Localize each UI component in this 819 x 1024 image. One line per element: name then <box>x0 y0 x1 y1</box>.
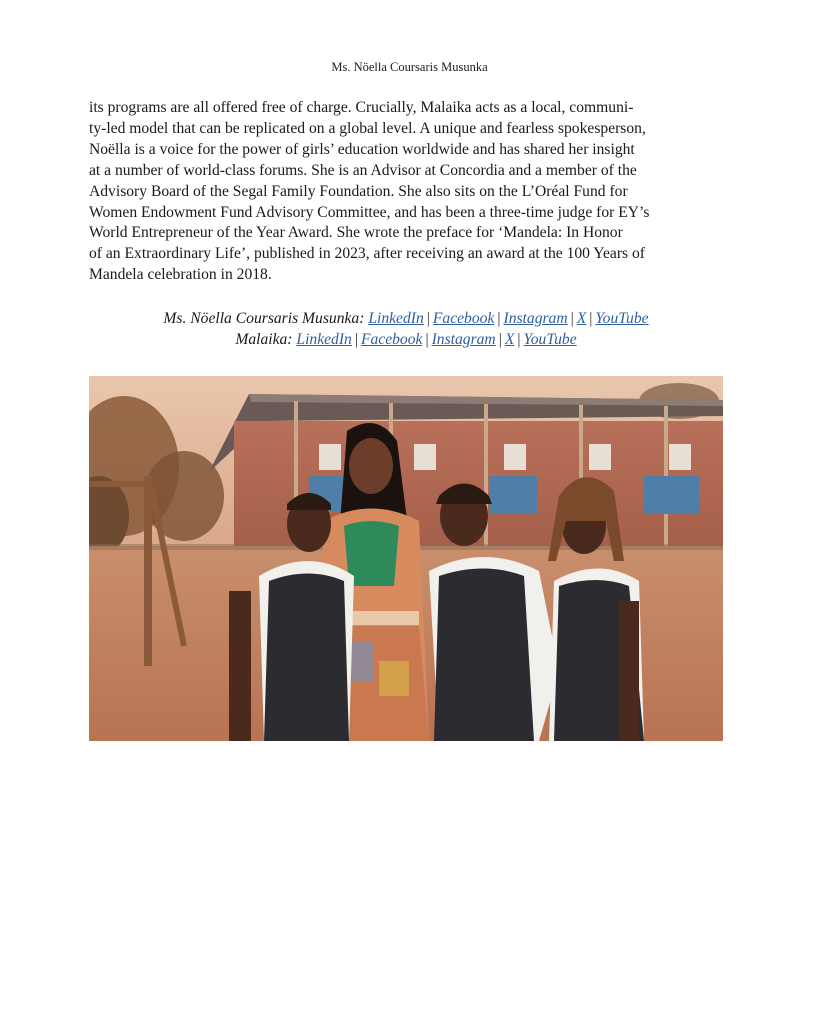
org-youtube-link[interactable]: YouTube <box>523 331 577 348</box>
social-links <box>89 308 723 350</box>
body-line: Mandela celebration in 2018. <box>89 266 272 284</box>
link-separator: | <box>426 310 430 327</box>
org-x-link[interactable]: X <box>504 331 515 348</box>
body-line: of an Extraordinary Life’, published in 2023, after receiving an award at the 100 Years of <box>89 245 645 263</box>
link-separator: | <box>497 310 501 327</box>
body-line: Advisory Board of the Segal Family Foundation. She also sits on the L’Oréal Fund for <box>89 182 628 200</box>
group-photo-illustration <box>89 376 723 741</box>
body-line: at a number of world-class forums. She is an Advisor at Concordia and a member of the <box>89 161 637 179</box>
running-header: Ms. Nöella Coursaris Musunka <box>331 60 488 74</box>
person-links-row <box>89 308 723 329</box>
person-links-label: Ms. Nöella Coursaris Musunka: <box>163 310 365 327</box>
link-separator: | <box>425 331 429 348</box>
body-paragraph <box>89 98 729 286</box>
body-line: Women Endowment Fund Advisory Committee, and has been a three-time judge for EY’s <box>89 203 650 221</box>
org-instagram-link[interactable]: Instagram <box>431 331 496 348</box>
person-facebook-link[interactable]: Facebook <box>432 310 495 327</box>
body-line: its programs are all offered free of charge. Crucially, Malaika acts as a local, communi- <box>89 99 634 116</box>
body-line: World Entrepreneur of the Year Award. She wrote the preface for ‘Mandela: In Honor <box>89 224 623 242</box>
body-line: Noëlla is a voice for the power of girls’ education worldwide and has shared her insight <box>89 140 635 158</box>
body-line: ty-led model that can be replicated on a global level. A unique and fearless spokesperson, <box>89 119 646 137</box>
link-separator: | <box>570 310 574 327</box>
org-linkedin-link[interactable]: LinkedIn <box>296 331 352 348</box>
link-separator: | <box>589 310 593 327</box>
group-photo <box>89 376 723 741</box>
person-x-link[interactable]: X <box>576 310 587 327</box>
org-links-row <box>89 329 723 350</box>
org-links-label: Malaika: <box>235 331 293 348</box>
person-linkedin-link[interactable]: LinkedIn <box>368 310 424 327</box>
person-instagram-link[interactable]: Instagram <box>503 310 568 327</box>
person-youtube-link[interactable]: YouTube <box>595 310 649 327</box>
link-separator: | <box>498 331 502 348</box>
link-separator: | <box>517 331 521 348</box>
link-separator: | <box>354 331 358 348</box>
org-facebook-link[interactable]: Facebook <box>360 331 423 348</box>
